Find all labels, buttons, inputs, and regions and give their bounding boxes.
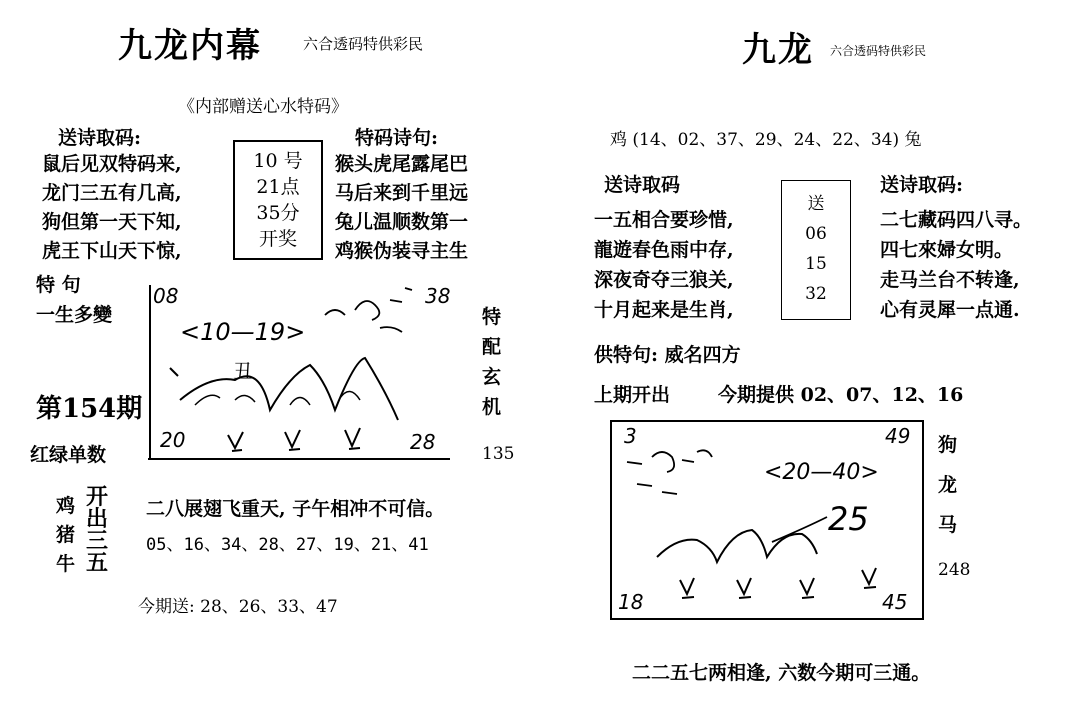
special-sentence-label: 特 句 — [36, 274, 81, 296]
chart-bottom-left: 20 — [160, 428, 186, 452]
special-line: 鸡猴伪装寻主生 — [335, 240, 469, 262]
send-box — [781, 180, 851, 320]
right-poem-left — [594, 205, 734, 325]
open-char: 三 — [86, 528, 109, 554]
chart-top-left: 3 — [624, 424, 637, 448]
draw-time-line: 21点 — [256, 176, 300, 198]
right-chart — [612, 422, 920, 616]
left-title: 九龙内幕 — [118, 26, 262, 66]
poem-line: 十月起来是生肖, — [594, 299, 734, 321]
side-char: 机 — [482, 396, 502, 418]
right-subtitle: 六合透码特供彩民 — [830, 44, 927, 58]
grass-marks — [228, 428, 360, 451]
last-open: 上期开出 — [594, 384, 671, 406]
side-char: 玄 — [482, 366, 502, 388]
special-line: 兔儿温顺数第一 — [335, 211, 469, 233]
open-char: 开 — [86, 484, 109, 510]
chart-mid-char: 丑 — [233, 359, 253, 383]
draw-time-line: 开奖 — [258, 228, 297, 250]
open-chars — [86, 486, 108, 574]
send-box-item: 15 — [805, 254, 827, 274]
side-char: 配 — [482, 336, 502, 358]
right-send-label-left: 送诗取码 — [604, 174, 681, 196]
poem-line: 深夜奇夺三狼关, — [594, 269, 734, 291]
poem-line: 鼠后见双特码来, — [42, 153, 182, 175]
poem-line: 心有灵犀一点通. — [880, 299, 1020, 321]
send-box-item: 32 — [805, 284, 827, 304]
mountain-wave — [657, 530, 817, 562]
poem-line: 二七藏码四八寻。 — [880, 209, 1033, 231]
right-side-vertical — [938, 425, 957, 545]
chart-range: <10—19> — [180, 318, 306, 346]
zodiac-char: 牛 — [56, 553, 76, 575]
bird-mark — [170, 368, 178, 376]
left-subtitle: 六合透码特供彩民 — [303, 35, 424, 53]
zodiac-char: 猪 — [56, 524, 76, 546]
zodiac-char: 鸡 — [56, 495, 76, 517]
grass-marks — [680, 568, 876, 598]
send-box-item: 06 — [805, 224, 827, 244]
side-char: 龙 — [938, 474, 958, 496]
poem-line: 四七來婦女明。 — [880, 239, 1014, 261]
chart-top-right: 49 — [885, 424, 911, 448]
left-poem2: 二八展翅飞重天, 子午相冲不可信。 — [146, 498, 445, 520]
right-send-label-right: 送诗取码: — [880, 174, 964, 196]
supply-line: 供特句: 威名四方 — [594, 344, 741, 366]
left-numbers: 05、16、34、28、27、19、21、41 — [146, 535, 429, 555]
cloud-scribble — [627, 450, 712, 494]
chart-top-left: 08 — [153, 284, 179, 308]
poem-line: 虎王下山天下惊, — [42, 240, 182, 262]
left-special-lines — [335, 150, 468, 266]
send-box-item: 送 — [807, 194, 825, 214]
left-side-vertical — [482, 302, 501, 422]
right-footer: 二二五七两相逢, 六数今期可三通。 — [632, 662, 931, 684]
special-line: 猴头虎尾露尾巴 — [335, 153, 469, 175]
right-title: 九龙 — [742, 30, 814, 70]
mountain-wave — [772, 517, 827, 542]
special-line: 马后来到千里远 — [335, 182, 469, 204]
side-char: 马 — [938, 514, 958, 536]
open-char: 五 — [86, 550, 109, 576]
chart-bottom-right: 28 — [410, 430, 436, 454]
poem-line: 龙门三五有几高, — [42, 182, 182, 204]
poem-line: 走马兰台不转逢, — [880, 269, 1020, 291]
issue-number: 第154期 — [36, 394, 143, 424]
right-side-number: 248 — [938, 560, 971, 580]
left-poem-lines — [42, 150, 182, 266]
chart-top-right: 38 — [425, 284, 451, 308]
open-char: 出 — [86, 506, 109, 532]
draw-time-line: 10 号 — [253, 150, 303, 172]
chart-range: <20—40> — [764, 460, 879, 485]
chart-bottom-right: 45 — [882, 590, 908, 614]
poem-line: 龍遊春色雨中存, — [594, 239, 734, 261]
cloud-scribble — [325, 288, 412, 332]
right-poem-right — [880, 205, 1032, 325]
poem-line: 狗但第一天下知, — [42, 211, 182, 233]
today-send: 今期送: 28、26、33、47 — [138, 597, 338, 617]
chicken-line: 鸡 (14、02、37、29、24、22、34) 兔 — [610, 130, 922, 150]
chart-bottom-left: 18 — [618, 590, 644, 614]
red-green-label: 红绿单数 — [30, 444, 107, 466]
poem-line: 一五相合要珍惜, — [594, 209, 734, 231]
special-sentence: 一生多變 — [36, 304, 113, 326]
side-char: 狗 — [938, 434, 958, 456]
draw-time-box — [233, 140, 323, 260]
mountain-wave — [180, 358, 398, 420]
draw-time-line: 35分 — [256, 202, 300, 224]
left-special-poem-label: 特码诗句: — [355, 127, 439, 149]
left-send-poem-label: 送诗取码: — [58, 127, 142, 149]
chart-mid-number: 25 — [828, 500, 869, 538]
zodiac-vertical — [56, 492, 75, 579]
this-offer: 今期提供 02、07、12、16 — [718, 384, 964, 406]
left-inner-title: 《内部赠送心水特码》 — [178, 97, 348, 117]
left-side-number: 135 — [482, 444, 515, 464]
side-char: 特 — [482, 306, 502, 328]
